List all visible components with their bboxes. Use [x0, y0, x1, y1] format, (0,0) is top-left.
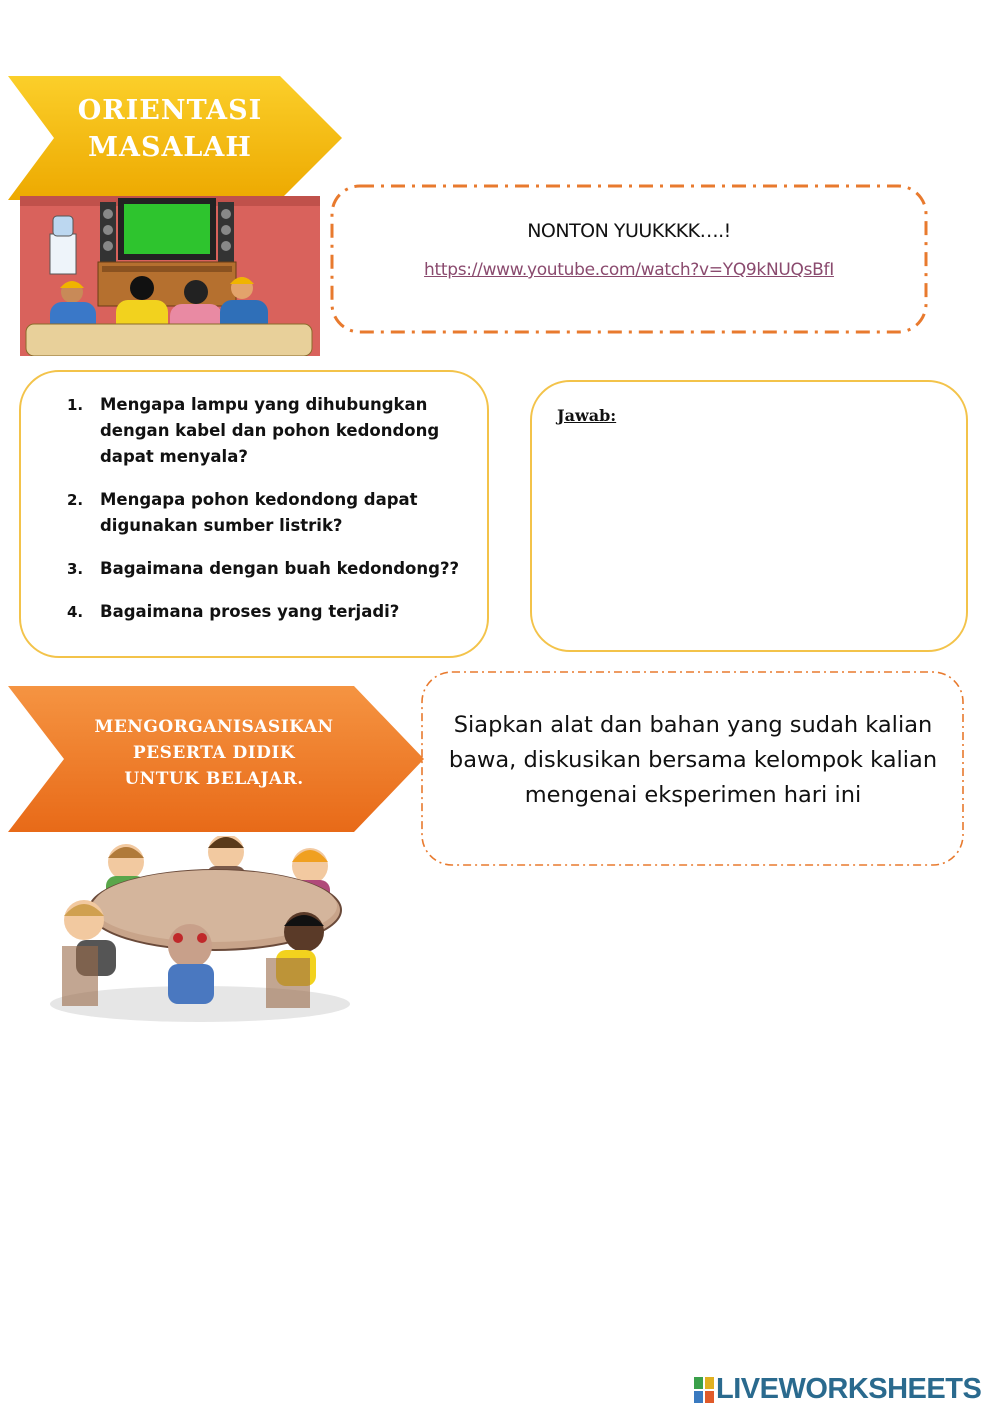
liveworksheets-logo-text: LIVEWORKSHEETS	[716, 1373, 982, 1405]
question-number: 2.	[67, 491, 84, 509]
question-list	[67, 392, 467, 642]
banner-title-line2: MASALAH	[88, 132, 252, 163]
banner-title-line1: MENGORGANISASIKAN	[94, 717, 334, 737]
family-watching-tv-illustration	[20, 196, 320, 356]
banner-title-line1: ORIENTASI	[77, 95, 263, 126]
question-box	[19, 370, 489, 658]
question-number: 1.	[67, 396, 84, 414]
youtube-link[interactable]: https://www.youtube.com/watch?v=YQ9kNUQsBfI	[424, 260, 834, 280]
banner-title-line3: UNTUK BELAJAR.	[124, 769, 304, 789]
instruction-box	[420, 670, 965, 867]
instruction-text: Siapkan alat dan bahan yang sudah kalian bawa, diskusikan bersama kelompok kalian mengenai eksperimen hari ini	[448, 712, 938, 808]
mengorganisasikan-banner	[8, 686, 424, 832]
orientasi-masalah-banner	[8, 76, 342, 200]
video-link-box	[330, 184, 928, 334]
question-text: Mengapa pohon kedondong dapat digunakan sumber listrik?	[100, 490, 418, 535]
banner-title	[60, 92, 280, 166]
question-text: Mengapa lampu yang dihubungkan dengan kabel dan pohon kedondong dapat menyala?	[100, 395, 440, 466]
question-item-4	[67, 599, 467, 625]
banner-title	[68, 714, 360, 792]
question-item-3	[67, 556, 467, 582]
question-item-1	[67, 392, 467, 470]
liveworksheets-logo-icon	[694, 1377, 714, 1403]
group-discussion-illustration	[40, 836, 360, 1022]
question-item-2	[67, 487, 467, 539]
question-number: 3.	[67, 560, 84, 578]
answer-box[interactable]	[530, 380, 968, 652]
liveworksheets-logo	[694, 1372, 990, 1406]
banner-title-line2: PESERTA DIDIK	[132, 743, 296, 763]
answer-label: Jawab:	[557, 406, 617, 425]
video-title: NONTON YUUKKKK….!	[527, 220, 731, 242]
question-text: Bagaimana dengan buah kedondong??	[100, 559, 460, 578]
question-text: Bagaimana proses yang terjadi?	[100, 602, 400, 621]
question-number: 4.	[67, 603, 84, 621]
dash-dot-border	[330, 184, 928, 334]
